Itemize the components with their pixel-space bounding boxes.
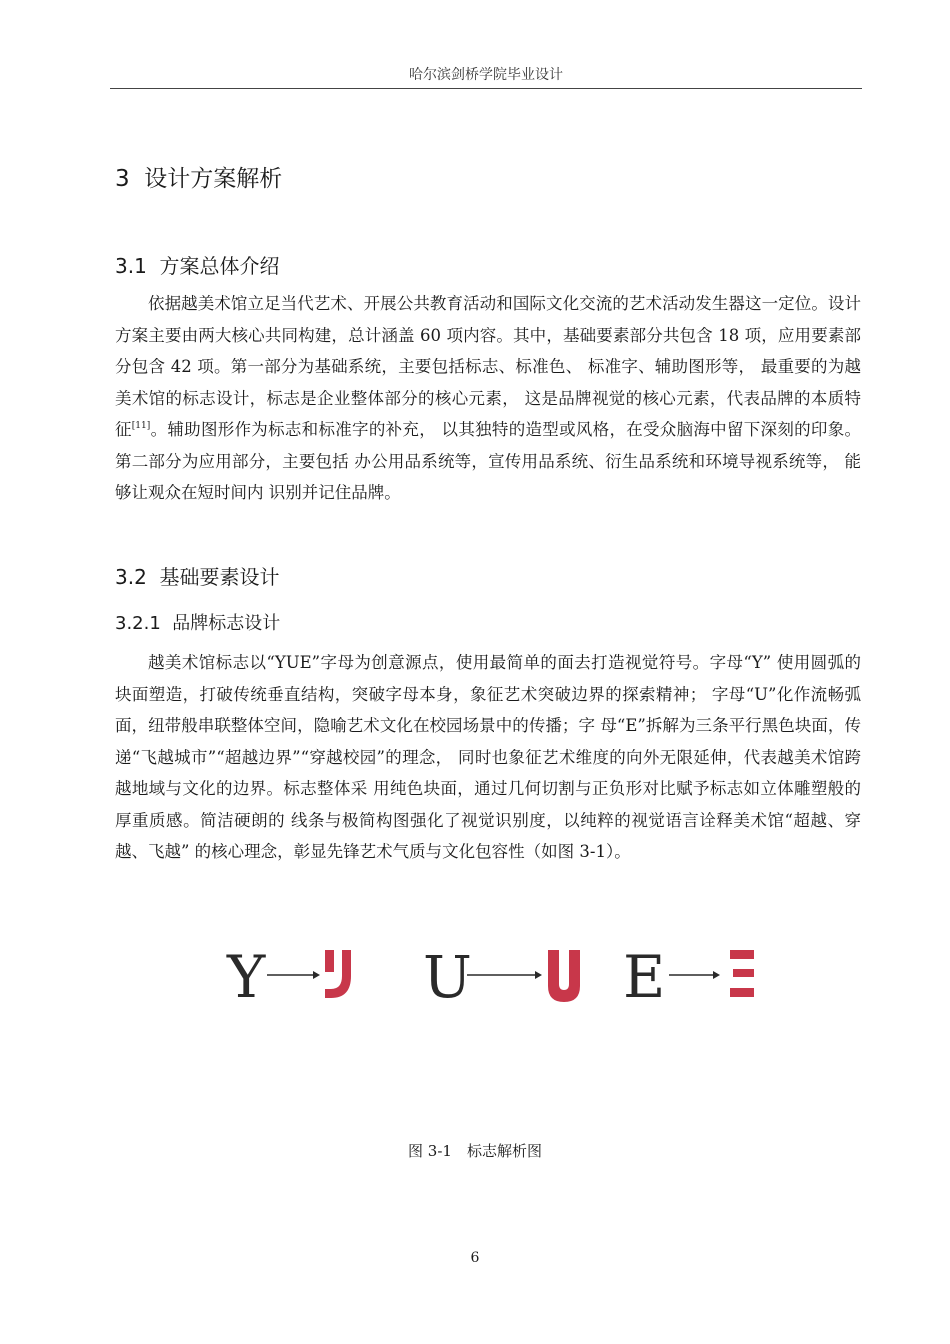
paragraph-text: 依据越美术馆立足当代艺术、开展公共教育活动和国际文化交流的艺术活动发生器这一定位。设计方案主要由两大核心共同构建，总计涵盖 60 项内容。其中，基础要素部分共包含 18 项，应用要素部分包含 42 项。第一部分为基础系统，主要包括标志、标准色、 标准字、辅助图形等， 最重要的为越美术馆的标志设计，标志是企业整体部分的核心元素， 这是品牌视觉的核心元素，代表品牌的本质特征	[115, 294, 861, 439]
page-number: 6	[470, 1250, 480, 1266]
section-number: 3	[115, 166, 130, 192]
subsection-number: 3.1	[115, 254, 147, 278]
letter-y: Y	[227, 945, 266, 1011]
paragraph-text-cont: 。辅助图形作为标志和标准字的补充， 以其独特的造型或风格，在受众脑海中留下深刻的印象。第二部分为应用部分，主要包括 办公用品系统等，宣传用品系统、衍生品系统和环境导视系统等， 能够让观众在短时间内 识别并记住品牌。	[115, 420, 862, 502]
figure-caption: 图 3-1 标志解析图	[408, 1142, 542, 1160]
subsection-heading-3-1	[115, 250, 280, 279]
section-heading	[115, 160, 282, 193]
letter-e: E	[623, 945, 666, 1011]
subsubsection-title: 品牌标志设计	[172, 613, 281, 634]
header-rule	[110, 88, 862, 89]
subsection-heading-3-2	[115, 561, 280, 590]
paragraph-3-1	[115, 288, 861, 509]
section-title: 设计方案解析	[144, 166, 283, 192]
subsubsection-number: 3.2.1	[115, 613, 161, 634]
logo-analysis-figure	[225, 945, 765, 1015]
arrow-right-icon	[467, 971, 542, 979]
subsection-title: 基础要素设计	[159, 565, 280, 589]
paragraph-3-2-1: 越美术馆标志以“YUE”字母为创意源点，使用最简单的面去打造视觉符号。字母“Y” 使用圆弧的块面塑造，打破传统垂直结构，突破字母本身，象征艺术突破边界的探索精神； 字母“U”化作流畅弧面，纽带般串联整体空间，隐喻艺术文化在校园场景中的传播；字 母“E”拆解为三条平行黑色块面，传递“飞越城市”“超越边界”“穿越校园”的理念， 同时也象征艺术维度的向外无限延伸，代表越美术馆跨越地域与文化的边界。标志整体采 用纯色块面，通过几何切割与正负形对比赋予标志如立体雕塑般的厚重质感。简洁硬朗的 线条与极简构图强化了视觉识别度，以纯粹的视觉语言诠释美术馆“超越、穿越、飞越” 的核心理念，彰显先锋艺术气质与文化包容性（如图 3-1）。	[115, 653, 861, 861]
subsection-number: 3.2	[115, 565, 147, 589]
arrow-right-icon	[669, 971, 720, 979]
logo-e-block-shape	[730, 950, 754, 997]
logo-y-block-shape	[325, 950, 351, 998]
arrow-right-icon	[267, 971, 320, 979]
subsubsection-heading-3-2-1	[115, 609, 280, 635]
subsection-title: 方案总体介绍	[159, 254, 280, 278]
citation-ref: [11]	[131, 421, 151, 431]
logo-u-block-shape	[548, 950, 580, 1002]
letter-u: U	[423, 945, 472, 1011]
running-header: 哈尔滨剑桥学院毕业设计	[409, 67, 563, 83]
